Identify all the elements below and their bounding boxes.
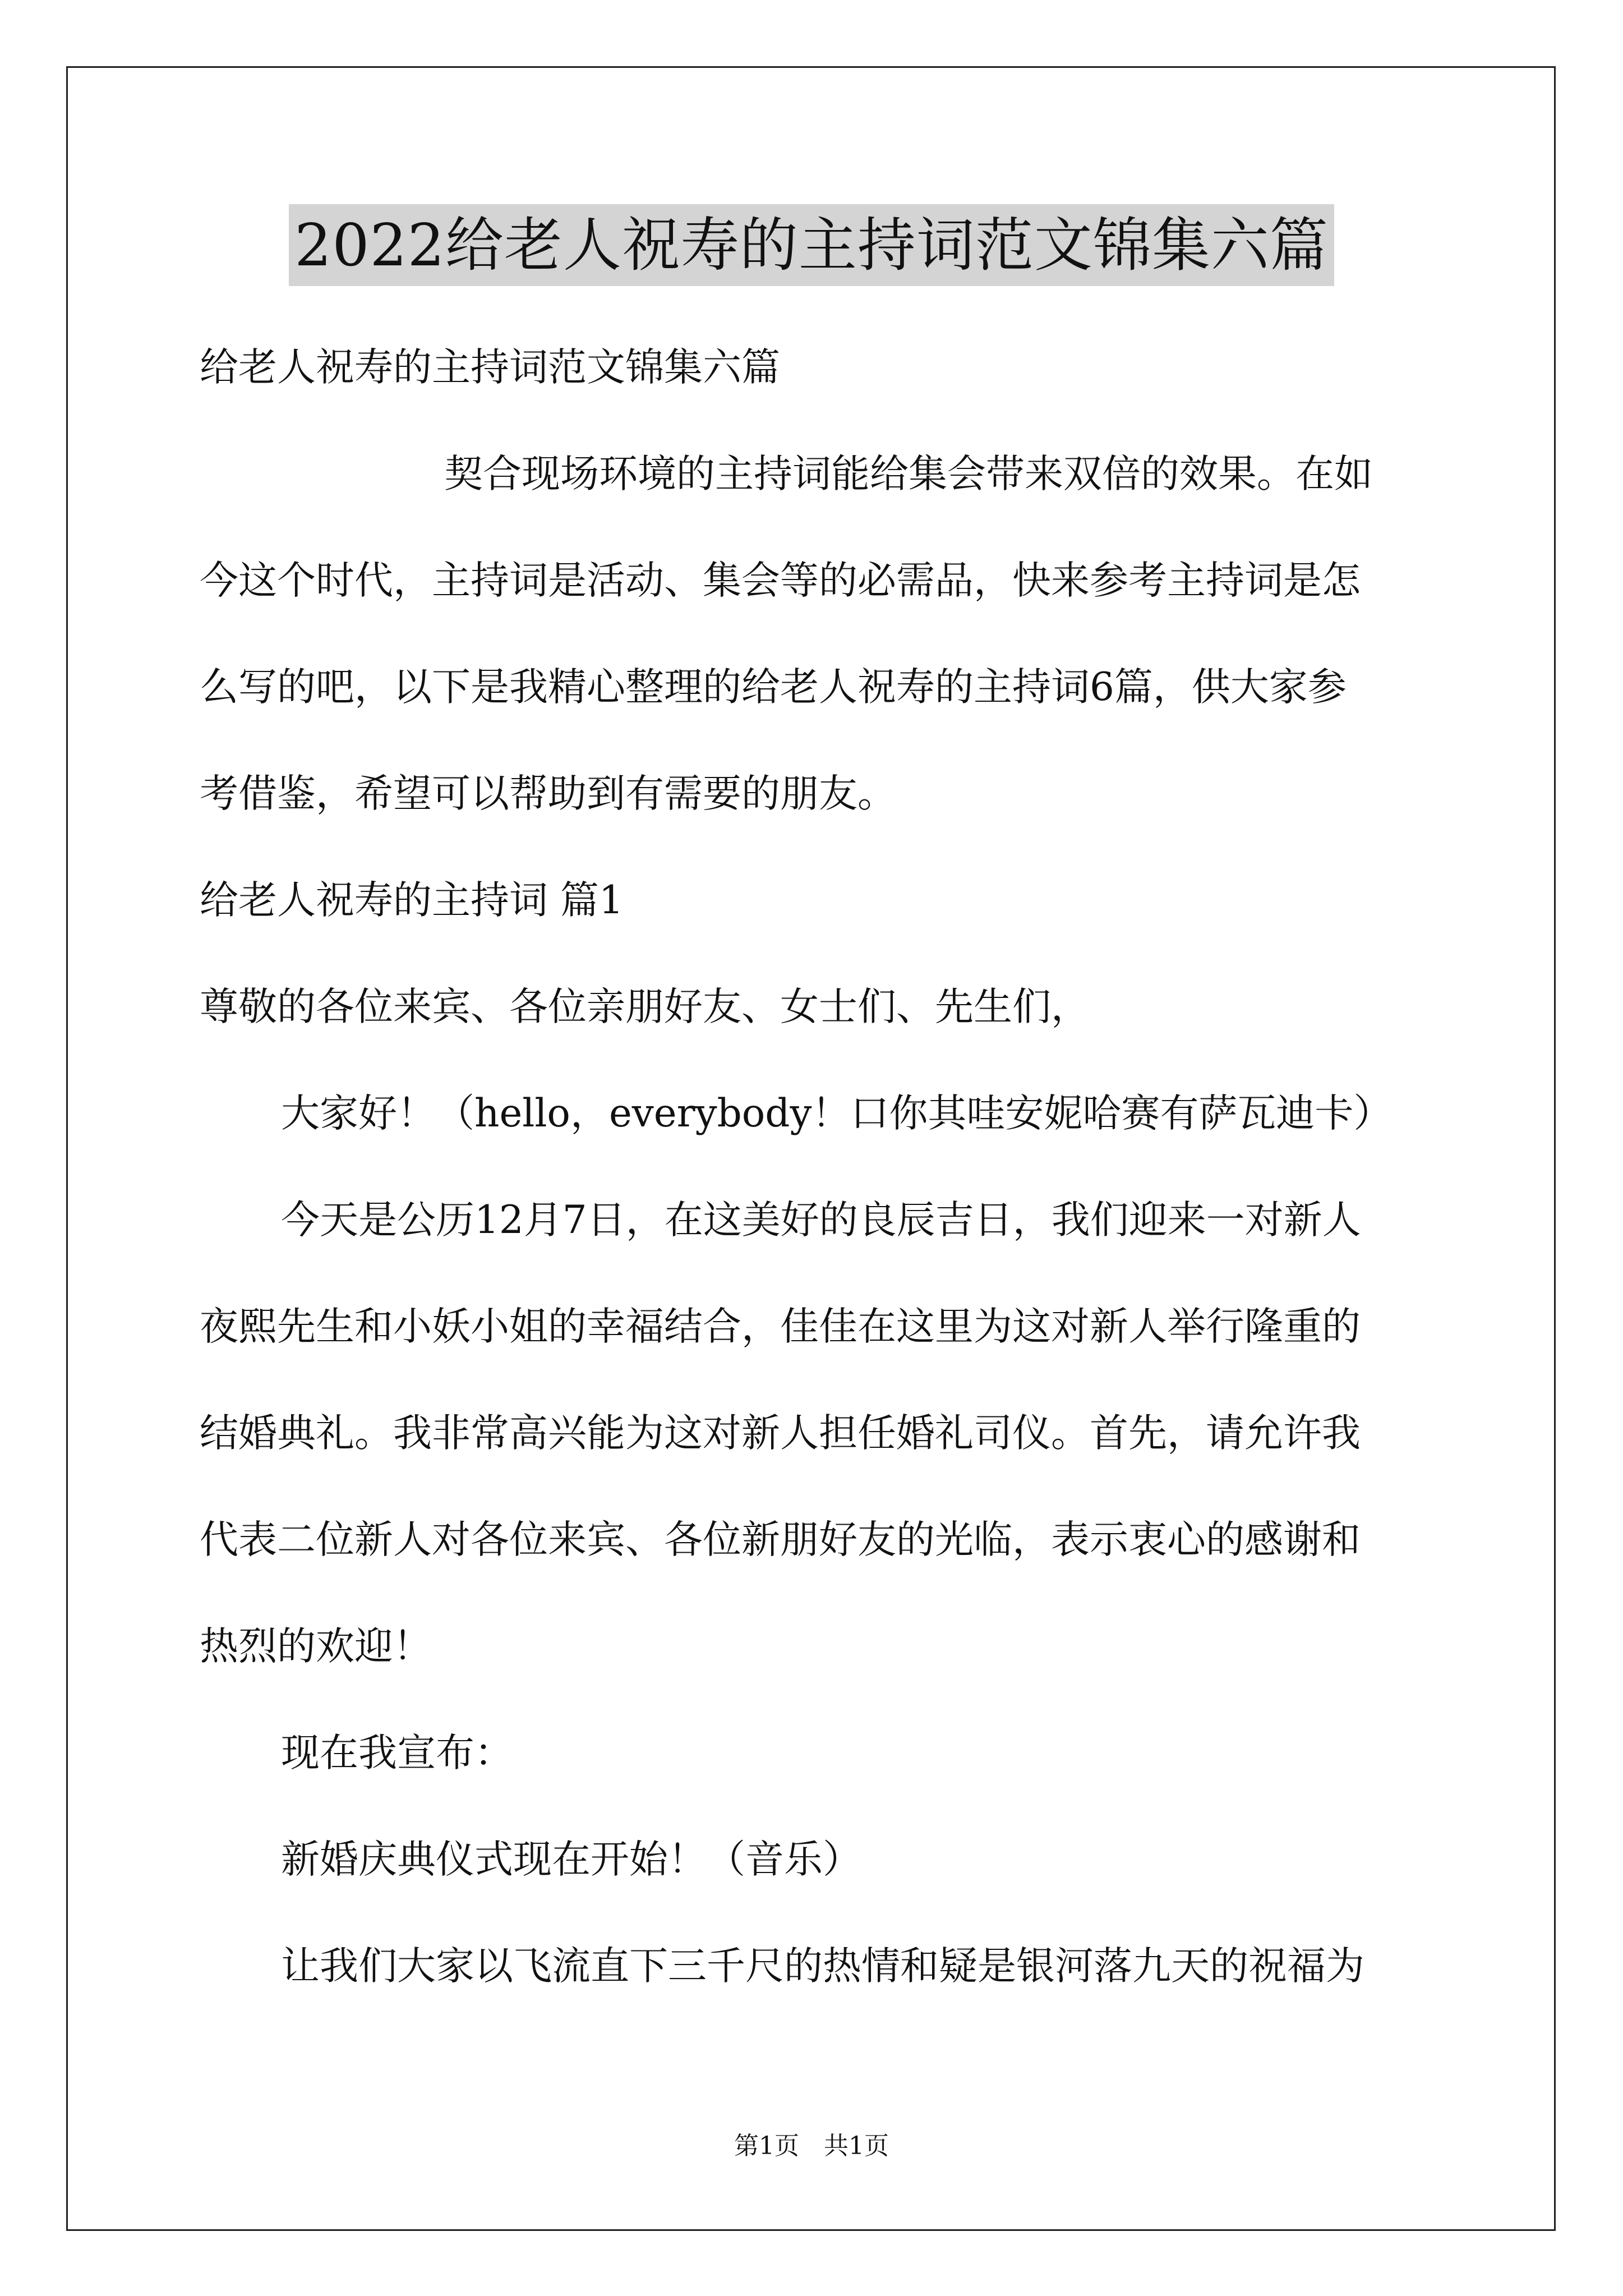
page-footer: 第1页 共1页	[734, 2132, 889, 2160]
intro-line-1: 契合现场环境的主持词能给集会带来双倍的效果。在如	[444, 452, 1373, 496]
intro-line-3: 么写的吧，以下是我精心整理的给老人祝寿的主持词6篇，供大家参	[200, 665, 1347, 710]
subtitle: 给老人祝寿的主持词范文锦集六篇	[200, 345, 780, 390]
para-line-2: 夜熙先生和小妖小姐的幸福结合，佳佳在这里为这对新人举行隆重的	[200, 1304, 1361, 1349]
last-line: 让我们大家以飞流直下三千尺的热情和疑是银河落九天的祝福为	[281, 1944, 1364, 1989]
document-title: 2022给老人祝寿的主持词范文锦集六篇	[289, 204, 1334, 286]
section-heading: 给老人祝寿的主持词 篇1	[200, 878, 624, 923]
para-line-1: 今天是公历12月7日，在这美好的良辰吉日，我们迎来一对新人	[281, 1198, 1361, 1243]
document-body	[200, 314, 1433, 2019]
intro-line-4: 考借鉴，希望可以帮助到有需要的朋友。	[200, 771, 896, 816]
ceremony-line: 新婚庆典仪式现在开始！（音乐）	[281, 1837, 861, 1882]
intro-line-2: 今这个时代，主持词是活动、集会等的必需品，快来参考主持词是怎	[200, 558, 1361, 603]
para-line-5: 热烈的欢迎！	[200, 1624, 432, 1669]
hello-line: 大家好！（hello，everybody！口你其哇安妮哈赛有萨瓦迪卡）	[281, 1091, 1393, 1136]
title-container	[0, 204, 1623, 286]
announce-line: 现在我宣布：	[281, 1731, 513, 1775]
para-line-4: 代表二位新人对各位来宾、各位新朋好友的光临，表示衷心的感谢和	[200, 1517, 1361, 1562]
greeting: 尊敬的各位来宾、各位亲朋好友、女士们、先生们，	[200, 984, 1090, 1029]
para-line-3: 结婚典礼。我非常高兴能为这对新人担任婚礼司仪。首先，请允许我	[200, 1411, 1361, 1456]
